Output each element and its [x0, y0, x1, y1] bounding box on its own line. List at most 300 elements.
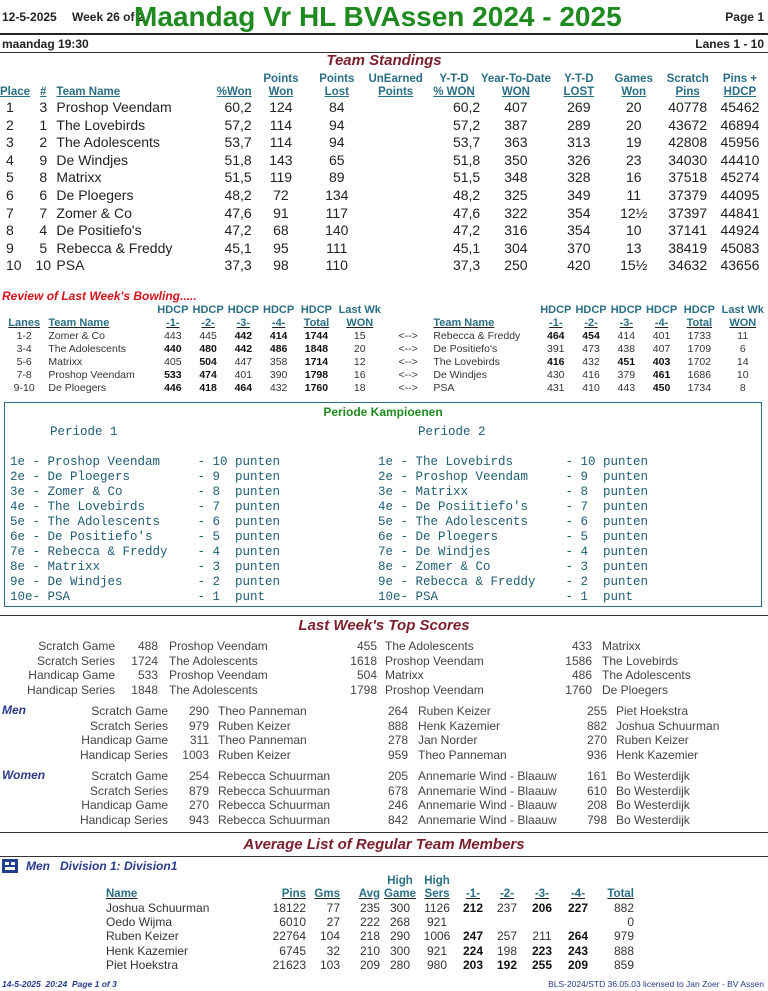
review-left-value: 401 — [234, 369, 253, 381]
standings-row — [0, 240, 766, 258]
hdcp-pins-cell: 46894 — [720, 116, 760, 133]
review-right-value: 379 — [617, 369, 636, 381]
top-score-value: 678 — [387, 783, 408, 798]
avg-game-3: 206 — [531, 901, 553, 915]
avg-name: Oedo Wijma — [106, 915, 173, 930]
avg-games: 27 — [326, 915, 340, 930]
review-arrow: <--> — [398, 356, 418, 368]
review-right-value: 6 — [739, 343, 746, 355]
place-header: Place — [0, 86, 31, 98]
top-score-name: Theo Panneman — [218, 733, 307, 747]
avg-game-4: 264 — [567, 929, 589, 944]
review-right-value: 416 — [547, 356, 565, 368]
top-scores-title: Last Week's Top Scores — [298, 617, 470, 634]
review-left-value: 1798 — [304, 369, 329, 381]
avg-pins-header: Pins — [281, 888, 306, 900]
periode-entry: 10e- PSA - 1 punt — [10, 590, 266, 604]
top-score-label: Handicap Game — [81, 733, 168, 747]
ytd-lost-cell: 370 — [567, 239, 591, 256]
average-row — [104, 944, 636, 958]
top-score-label: Handicap Game — [28, 668, 115, 682]
review-left-value: 533 — [164, 369, 182, 381]
hdcp-pins-cell: 45083 — [720, 239, 760, 256]
team-number-cell: 6 — [39, 186, 48, 203]
team-name-cell: Matrixx — [56, 169, 102, 186]
hdcp-pins-cell: 44410 — [720, 151, 760, 168]
pct-won-cell: 47,2 — [224, 222, 252, 239]
team-number-cell: 5 — [39, 239, 48, 256]
top-score-name: Bo Westerdijk — [616, 798, 690, 812]
ytd-pct-cell: 57,2 — [452, 116, 481, 133]
standings-table — [0, 73, 766, 275]
top-score-name: Ruben Keizer — [218, 747, 291, 762]
average-row — [104, 901, 636, 915]
periode-2-title: Periode 2 — [418, 425, 486, 439]
avg-game-3 — [524, 915, 560, 929]
review-h2-header-r: HDCP — [575, 304, 607, 316]
points-won-cell: 114 — [269, 116, 293, 133]
top-score-name: Rebecca Schuurman — [218, 812, 331, 827]
avg-high-series: 980 — [426, 957, 448, 972]
division-label: Men Division 1: Division1 — [26, 859, 178, 873]
ytd-pct-cell: 51,5 — [452, 169, 481, 186]
place-cell: 4 — [6, 151, 14, 168]
review-lanes: 7-8 — [16, 369, 32, 381]
points-won-cell: 143 — [269, 151, 293, 168]
top-score-value: 255 — [586, 704, 607, 718]
unearned-cell — [363, 205, 427, 223]
team-name-cell: De Windjes — [56, 151, 129, 168]
avg-game-4: 227 — [567, 901, 589, 915]
review-left-value: 20 — [353, 343, 366, 355]
review-tot-header-r: HDCP — [683, 304, 715, 316]
place-cell: 8 — [6, 222, 14, 239]
avg-game-4: 243 — [567, 943, 589, 958]
scratch-header-1: Scratch — [666, 73, 709, 85]
scratch-pins-cell: 37518 — [668, 169, 708, 186]
top-score-label: Handicap Game — [81, 798, 168, 812]
standings-row — [0, 257, 766, 275]
points-lost-cell: 110 — [325, 257, 348, 274]
ytd-won-header-2: WON — [501, 86, 530, 98]
ytd-pct-cell: 60,2 — [452, 99, 481, 115]
unearned-cell — [363, 99, 427, 117]
ytd-lost-header-1: Y-T-D — [564, 73, 594, 85]
review-team-left: Matrixx — [48, 356, 83, 368]
avg-game-3: 223 — [531, 943, 553, 958]
review-left-value: 1744 — [304, 330, 329, 342]
review-row — [0, 356, 766, 369]
standings-row — [0, 152, 766, 170]
top-score-value: 264 — [387, 704, 408, 718]
top-score-name: Piet Hoekstra — [616, 704, 689, 718]
top-score-name: Rebecca Schuurman — [218, 783, 331, 798]
review-h4-header: HDCP — [263, 304, 295, 316]
ytd-won-cell: 250 — [504, 257, 528, 274]
team-number-cell: 7 — [39, 204, 48, 221]
periode-entry: 1e - The Lovebirds - 10 punten — [378, 455, 649, 469]
review-h4-sub: -4- — [271, 317, 286, 329]
avg-name: Piet Hoekstra — [106, 957, 179, 972]
ytd-won-cell: 325 — [504, 186, 528, 203]
games-won-cell: 13 — [625, 239, 642, 256]
review-right-value: 1686 — [687, 369, 712, 381]
review-left-value: 486 — [269, 343, 288, 355]
review-team-left: De Ploegers — [48, 382, 107, 394]
pct-won-cell: 51,8 — [224, 151, 252, 168]
review-h4-sub-r: -4- — [654, 317, 669, 329]
league-title: Maandag Vr HL BVAssen 2024 - 2025 — [134, 1, 622, 32]
top-score-value: 270 — [188, 798, 209, 812]
review-team-left: Zomer & Co — [48, 330, 105, 342]
avg-total: 888 — [613, 943, 634, 958]
periode-entry: 4e - The Lovebirds - 7 punten — [10, 500, 281, 514]
top-score-name: Rebecca Schuurman — [218, 769, 331, 783]
hdcp-pins-cell: 45956 — [720, 134, 760, 151]
periode-entry: 5e - The Adolescents - 6 punten — [378, 515, 649, 529]
points-lost-header-2: Lost — [324, 86, 349, 98]
review-team-header-r: Team Name — [433, 317, 495, 329]
top-score-value: 979 — [188, 718, 209, 733]
footer-left: 14-5-2025 20:24 Page 1 of 3 — [2, 979, 117, 989]
ytd-won-cell: 316 — [504, 222, 528, 239]
review-right-value: 410 — [582, 382, 600, 394]
review-right-value: 10 — [736, 369, 749, 381]
avg-high-game: 280 — [389, 957, 411, 972]
top-score-value: 943 — [188, 812, 209, 827]
avg-high-game: 268 — [389, 915, 411, 930]
place-cell: 3 — [6, 134, 14, 151]
periode-entry: 5e - The Adolescents - 6 punten — [10, 515, 281, 529]
hdcp-header-1: Pins + — [722, 73, 758, 85]
review-left-value: 432 — [269, 382, 288, 394]
top-score-value: 1003 — [182, 747, 209, 762]
avg-game-1: 203 — [462, 957, 484, 972]
pct-won-cell: 45,1 — [224, 239, 252, 256]
review-right-value: 407 — [652, 343, 671, 355]
top-score-name: Ruben Keizer — [418, 704, 491, 718]
ytd-lost-cell: 289 — [567, 116, 591, 133]
avg-name-header: Name — [106, 888, 138, 900]
top-score-name: Bo Westerdijk — [616, 783, 690, 798]
review-team-header: Team Name — [48, 317, 110, 329]
periode-entry: 4e - De Posiitiefo's - 7 punten — [378, 500, 649, 514]
avg-pins: 21623 — [272, 957, 306, 972]
avg-game-2 — [490, 915, 524, 929]
top-score-label: Scratch Series — [89, 718, 168, 733]
review-arrow: <--> — [398, 369, 418, 381]
review-h1-header-r: HDCP — [540, 304, 572, 316]
avg-high-series: 921 — [426, 915, 448, 930]
top-score-value: 798 — [586, 812, 607, 827]
points-lost-cell: 140 — [325, 222, 349, 239]
avg-name: Joshua Schuurman — [106, 901, 210, 915]
review-left-value: 442 — [234, 330, 253, 342]
review-tot-header: HDCP — [300, 304, 332, 316]
unearned-cell — [363, 222, 427, 240]
points-lost-cell: 117 — [325, 204, 348, 221]
ytd-pct-header-2: % WON — [433, 86, 475, 98]
ytd-lost-cell: 313 — [567, 134, 591, 151]
average-row — [104, 915, 636, 929]
top-score-name: Proshop Veendam — [385, 653, 484, 668]
team-number-cell: 4 — [39, 222, 48, 239]
standings-row — [0, 99, 766, 117]
place-cell: 6 — [6, 186, 14, 203]
top-score-name: Theo Panneman — [418, 747, 507, 762]
average-table — [104, 875, 636, 972]
ytd-pct-cell: 48,2 — [452, 186, 481, 203]
review-row — [0, 369, 766, 382]
review-left-value: 443 — [164, 330, 182, 342]
review-lw-header: Last Wk — [338, 304, 381, 316]
team-name-cell: De Ploegers — [56, 186, 134, 203]
top-score-value: 1798 — [350, 682, 377, 697]
review-h3-sub: -3- — [236, 317, 251, 329]
top-score-value: 205 — [387, 769, 408, 783]
review-row — [0, 382, 766, 395]
review-left-value: 464 — [234, 382, 253, 394]
review-h1-header: HDCP — [157, 304, 189, 316]
review-arrow: <--> — [398, 330, 418, 342]
standings-row — [0, 222, 766, 240]
pct-won-cell: 53,7 — [224, 134, 252, 151]
top-score-value: 504 — [356, 668, 377, 682]
top-score-value: 1586 — [565, 653, 592, 668]
review-right-value: 1702 — [687, 356, 712, 368]
top-score-name: Bo Westerdijk — [616, 812, 690, 827]
avg-game-4 — [560, 915, 596, 929]
review-right-value: 461 — [652, 369, 671, 381]
ytd-lost-cell: 420 — [567, 257, 591, 274]
review-h1-sub: -1- — [166, 317, 180, 329]
top-score-value: 533 — [137, 668, 158, 682]
top-score-value: 879 — [188, 783, 209, 798]
team-name-cell: The Lovebirds — [56, 116, 146, 133]
ytd-won-cell: 407 — [504, 99, 528, 115]
review-table — [0, 304, 766, 395]
avg-total: 0 — [627, 915, 634, 930]
review-right-value: 403 — [652, 356, 671, 368]
avg-game-1: 247 — [462, 929, 484, 944]
top-score-name: Annemarie Wind - Blaauw — [418, 783, 557, 798]
top-score-name: Matrixx — [385, 668, 424, 682]
average-row — [104, 958, 636, 972]
review-tot-sub-r: Total — [686, 317, 713, 329]
avg-average: 210 — [359, 943, 380, 958]
top-score-name: Ruben Keizer — [218, 718, 291, 733]
review-left-value: 474 — [199, 369, 217, 381]
average-list-title: Average List of Regular Team Members — [243, 836, 525, 853]
avg-high-series: 1006 — [423, 929, 451, 944]
periode-entry: 7e - De Windjes - 4 punten — [378, 545, 649, 559]
ytd-pct-cell: 45,1 — [452, 239, 481, 256]
top-score-name: Annemarie Wind - Blaauw — [418, 798, 557, 812]
review-left-value: 418 — [199, 382, 217, 394]
review-left-value: 16 — [353, 369, 366, 381]
hdcp-pins-cell: 44841 — [720, 204, 760, 221]
review-h4-header-r: HDCP — [645, 304, 678, 316]
top-score-value: 1848 — [131, 682, 158, 697]
lanes-range: Lanes 1 - 10 — [695, 37, 764, 51]
points-lost-cell: 84 — [328, 99, 345, 115]
review-h2-sub-r: -2- — [584, 317, 598, 329]
unearned-cell — [363, 134, 427, 152]
top-score-value: 610 — [586, 783, 607, 798]
review-right-value: 391 — [547, 343, 565, 355]
avg-name: Henk Kazemier — [106, 943, 189, 958]
avg-game-4: 209 — [567, 957, 589, 972]
avg-g3-header: -3- — [534, 888, 550, 900]
avg-pins: 22764 — [272, 929, 306, 944]
top-score-name: De Ploegers — [602, 682, 669, 697]
review-left-value: 440 — [164, 343, 182, 355]
team-number-cell: 8 — [39, 169, 48, 186]
place-cell: 7 — [6, 204, 14, 221]
avg-total-header: Total — [607, 888, 634, 900]
top-score-value: 936 — [586, 747, 607, 762]
review-lanes: 9-10 — [13, 382, 35, 394]
ytd-won-cell: 387 — [504, 116, 528, 133]
avg-g4-header: -4- — [570, 888, 586, 900]
review-left-value: 390 — [269, 369, 288, 381]
games-won-cell: 20 — [625, 116, 642, 133]
top-score-label: Scratch Game — [91, 769, 168, 783]
periode-entry: 3e - Zomer & Co - 8 punten — [10, 485, 281, 499]
ytd-won-cell: 363 — [504, 134, 528, 151]
points-won-cell: 119 — [269, 169, 293, 186]
avg-total: 859 — [613, 957, 634, 972]
points-won-cell: 91 — [273, 204, 289, 221]
top-score-name: The Lovebirds — [602, 653, 679, 668]
team-standings-title: Team Standings — [326, 52, 442, 69]
pct-won-header: %Won — [216, 86, 252, 98]
review-team-left: Proshop Veendam — [48, 369, 135, 381]
avg-pins: 18122 — [272, 901, 306, 915]
top-score-label: Handicap Series — [26, 682, 115, 697]
review-right-value: 431 — [547, 382, 565, 394]
top-score-value: 290 — [188, 704, 209, 718]
top-score-name: Annemarie Wind - Blaauw — [418, 769, 557, 783]
review-left-value: 15 — [353, 330, 366, 342]
games-won-cell: 15½ — [620, 257, 648, 274]
review-left-value: 480 — [199, 343, 217, 355]
review-right-value: 414 — [617, 330, 636, 342]
team-name-cell: De Positiefo's — [56, 222, 142, 239]
avg-average: 235 — [359, 901, 380, 915]
avg-hg-header-2: Game — [384, 888, 416, 900]
review-right-value: 1709 — [687, 343, 712, 355]
review-left-value: 405 — [164, 356, 182, 368]
unearned-cell — [363, 152, 427, 170]
games-won-cell: 23 — [625, 151, 642, 168]
top-score-value: 278 — [387, 733, 408, 747]
avg-game-2: 192 — [496, 957, 518, 972]
points-lost-cell: 94 — [328, 116, 345, 133]
periode-entry: 8e - Matrixx - 3 punten — [10, 560, 281, 574]
top-score-name: The Adolescents — [169, 682, 258, 697]
place-cell: 10 — [6, 257, 22, 274]
avg-total: 882 — [613, 901, 634, 915]
review-lanes: 5-6 — [16, 356, 32, 368]
review-tot-sub: Total — [303, 317, 330, 329]
avg-game-2: 198 — [496, 943, 518, 958]
scratch-header-2: Pins — [675, 86, 700, 98]
top-score-name: Proshop Veendam — [169, 639, 268, 653]
review-h2-header: HDCP — [192, 304, 224, 316]
top-score-name: Bo Westerdijk — [616, 769, 690, 783]
place-cell: 1 — [6, 99, 14, 115]
review-right-value: 1734 — [687, 382, 712, 394]
top-score-value: 888 — [387, 718, 408, 733]
top-score-name: Theo Panneman — [218, 704, 307, 718]
team-name-cell: The Adolescents — [56, 134, 160, 151]
hdcp-pins-cell: 45462 — [720, 99, 760, 115]
team-name-header: Team Name — [56, 86, 121, 98]
games-won-cell: 11 — [626, 186, 641, 203]
ytd-lost-cell: 326 — [567, 151, 591, 168]
pct-won-cell: 47,6 — [224, 204, 252, 221]
place-cell: 9 — [6, 239, 14, 256]
team-number-cell: 1 — [39, 116, 48, 133]
review-right-value: 451 — [617, 356, 636, 368]
review-h3-sub-r: -3- — [619, 317, 634, 329]
periode-entry: 2e - Proshop Veendam - 9 punten — [378, 470, 649, 484]
team-name-cell: PSA — [56, 257, 85, 274]
avg-average: 222 — [359, 915, 380, 930]
games-won-cell: 20 — [625, 99, 642, 115]
top-score-name: Matrixx — [602, 639, 641, 653]
review-team-left: The Adolescents — [48, 343, 127, 355]
hdcp-pins-cell: 44095 — [720, 186, 760, 203]
scratch-pins-cell: 43672 — [668, 116, 708, 133]
games-header-2: Won — [621, 86, 647, 98]
top-score-name: Joshua Schuurman — [616, 718, 720, 733]
week-label: Week 26 of 2 — [72, 10, 145, 24]
review-right-value: 438 — [617, 343, 636, 355]
ytd-lost-cell: 269 — [567, 99, 591, 115]
review-right-value: 454 — [582, 330, 600, 342]
avg-game-2: 237 — [496, 901, 518, 915]
scratch-pins-cell: 37141 — [668, 222, 708, 239]
avg-high-game: 300 — [389, 901, 411, 915]
avg-games: 103 — [319, 957, 340, 972]
review-h3-header-r: HDCP — [610, 304, 642, 316]
review-left-value: 1848 — [304, 343, 329, 355]
points-won-cell: 72 — [273, 186, 289, 203]
review-right-value: 416 — [582, 369, 600, 381]
points-won-header-2: Won — [268, 86, 294, 98]
footer-right: BLS-2024/STD 36.05.03 licensed to Jan Zoer - BV Assen — [548, 979, 764, 989]
avg-hg-header-1: High — [387, 875, 413, 887]
ytd-pct-cell: 47,6 — [452, 204, 481, 221]
hdcp-pins-cell: 44924 — [720, 222, 760, 239]
review-lw-sub: WON — [346, 317, 374, 329]
pct-won-cell: 48,2 — [224, 186, 252, 203]
avg-name: Ruben Keizer — [106, 929, 179, 944]
standings-row — [0, 205, 766, 223]
avg-game-3: 211 — [532, 929, 552, 944]
review-left-value: 414 — [269, 330, 288, 342]
top-score-value: 433 — [571, 639, 592, 653]
team-name-cell: Rebecca & Freddy — [56, 239, 173, 256]
periode-entry: 9e - De Windjes - 2 punten — [10, 575, 281, 589]
review-lanes-header: Lanes — [8, 317, 41, 329]
avg-game-1: 212 — [462, 901, 484, 915]
review-left-value: 504 — [199, 356, 217, 368]
points-won-cell: 98 — [273, 257, 289, 274]
top-score-label: Scratch Game — [38, 639, 115, 653]
